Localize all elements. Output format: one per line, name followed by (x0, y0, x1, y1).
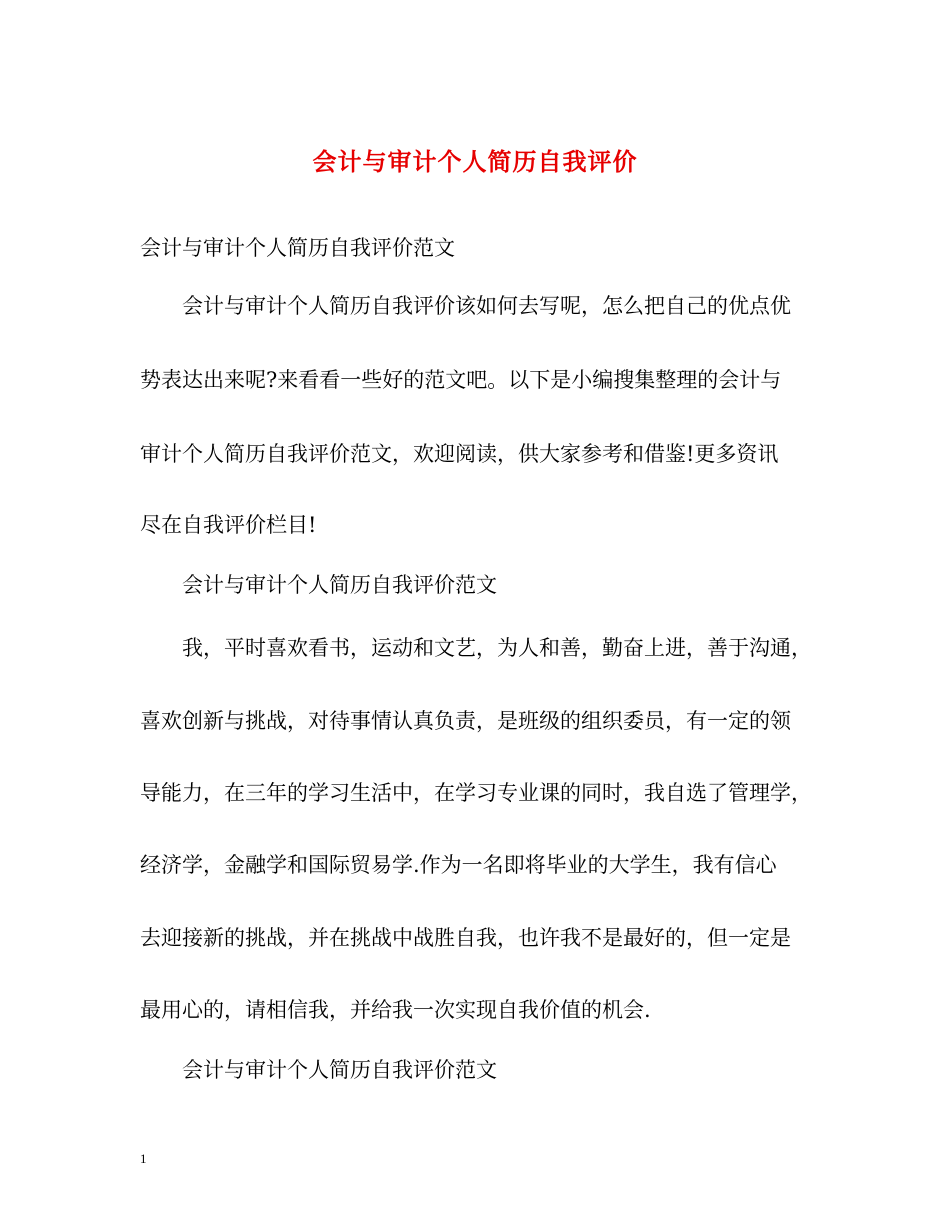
page-number: 1 (140, 1151, 147, 1166)
paragraph-line: 去迎接新的挑战，并在挑战中战胜自我，也许我不是最好的，但一定是 (140, 926, 791, 950)
paragraph-line: 最用心的，请相信我，并给我一次实现自我价值的机会. (140, 998, 651, 1022)
paragraph-line: 导能力，在三年的学习生活中，在学习专业课的同时，我自选了管理学， (140, 781, 812, 805)
paragraph-line: 审计个人简历自我评价范文，欢迎阅读，供大家参考和借鉴!更多资讯 (140, 442, 779, 466)
paragraph-line: 经济学，金融学和国际贸易学.作为一名即将毕业的大学生，我有信心 (140, 853, 777, 877)
paragraph-line: 喜欢创新与挑战，对待事情认真负责，是班级的组织委员，有一定的领 (140, 709, 791, 733)
paragraph-line: 我，平时喜欢看书，运动和文艺，为人和善，勤奋上进，善于沟通， (182, 636, 812, 660)
paragraph-line: 势表达出来呢?来看看一些好的范文吧。以下是小编搜集整理的会计与 (140, 368, 782, 392)
document-subtitle: 会计与审计个人简历自我评价范文 (140, 236, 455, 260)
document-title: 会计与审计个人简历自我评价 (312, 147, 638, 176)
section-heading: 会计与审计个人简历自我评价范文 (182, 573, 497, 597)
paragraph-line: 会计与审计个人简历自我评价该如何去写呢，怎么把自己的优点优 (182, 294, 791, 318)
section-heading: 会计与审计个人简历自我评价范文 (182, 1058, 497, 1082)
paragraph-line: 尽在自我评价栏目! (140, 513, 317, 537)
